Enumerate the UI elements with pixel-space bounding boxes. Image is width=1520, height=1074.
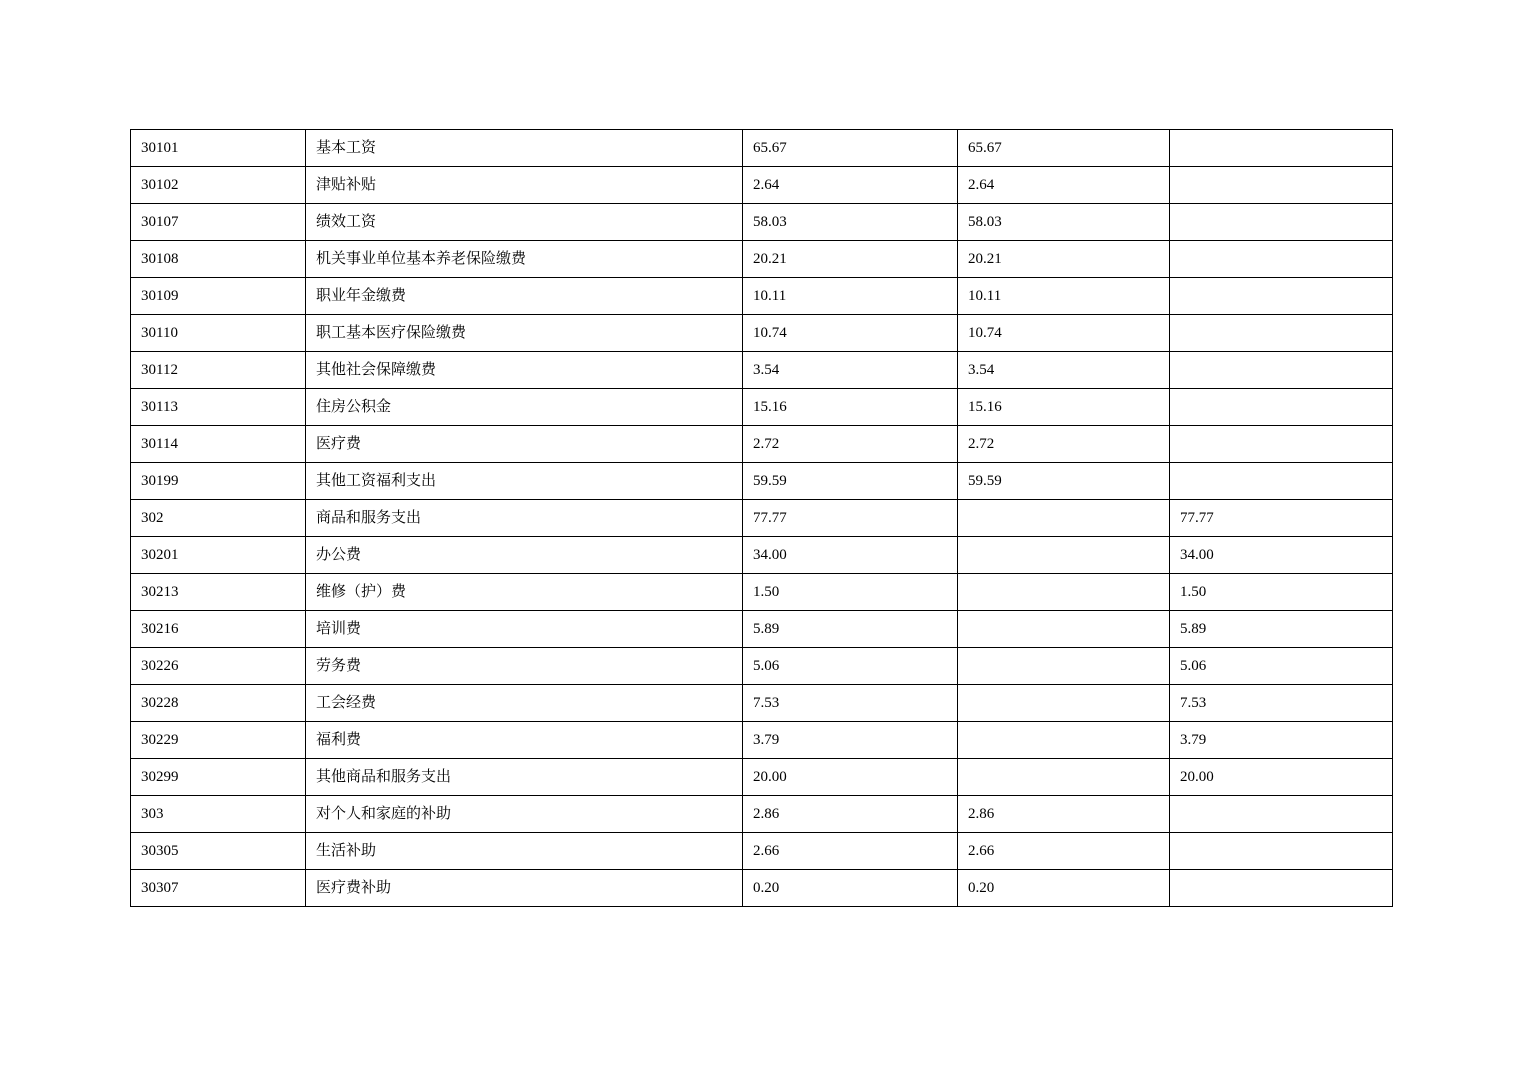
cell-project <box>1170 463 1393 500</box>
cell-total: 20.21 <box>743 241 958 278</box>
table-row <box>131 796 1393 833</box>
cell-project <box>1170 833 1393 870</box>
cell-basic: 2.64 <box>958 167 1170 204</box>
table-row <box>131 537 1393 574</box>
cell-total: 20.00 <box>743 759 958 796</box>
cell-name: 商品和服务支出 <box>306 500 743 537</box>
cell-project <box>1170 241 1393 278</box>
cell-name: 其他商品和服务支出 <box>306 759 743 796</box>
cell-basic: 2.72 <box>958 426 1170 463</box>
cell-total: 34.00 <box>743 537 958 574</box>
cell-basic <box>958 648 1170 685</box>
cell-name: 工会经费 <box>306 685 743 722</box>
cell-project <box>1170 389 1393 426</box>
cell-code: 30199 <box>131 463 306 500</box>
cell-code: 30108 <box>131 241 306 278</box>
table-row <box>131 648 1393 685</box>
cell-project <box>1170 204 1393 241</box>
cell-code: 30228 <box>131 685 306 722</box>
cell-code: 30229 <box>131 722 306 759</box>
cell-total: 15.16 <box>743 389 958 426</box>
table-row <box>131 315 1393 352</box>
cell-total: 10.11 <box>743 278 958 315</box>
cell-project: 5.89 <box>1170 611 1393 648</box>
cell-total: 5.89 <box>743 611 958 648</box>
cell-project <box>1170 130 1393 167</box>
cell-code: 30109 <box>131 278 306 315</box>
cell-total: 3.79 <box>743 722 958 759</box>
cell-code: 30110 <box>131 315 306 352</box>
table-row <box>131 352 1393 389</box>
cell-total: 65.67 <box>743 130 958 167</box>
cell-project: 5.06 <box>1170 648 1393 685</box>
cell-total: 2.64 <box>743 167 958 204</box>
cell-total: 2.72 <box>743 426 958 463</box>
cell-project: 34.00 <box>1170 537 1393 574</box>
cell-name: 职业年金缴费 <box>306 278 743 315</box>
cell-basic <box>958 537 1170 574</box>
cell-total: 10.74 <box>743 315 958 352</box>
cell-project <box>1170 426 1393 463</box>
table-row <box>131 685 1393 722</box>
cell-project <box>1170 352 1393 389</box>
table-row <box>131 204 1393 241</box>
table-row <box>131 278 1393 315</box>
cell-code: 30102 <box>131 167 306 204</box>
cell-name: 津贴补贴 <box>306 167 743 204</box>
table-row <box>131 389 1393 426</box>
table-row <box>131 500 1393 537</box>
cell-basic: 10.74 <box>958 315 1170 352</box>
table-row <box>131 241 1393 278</box>
cell-basic: 20.21 <box>958 241 1170 278</box>
cell-basic: 3.54 <box>958 352 1170 389</box>
cell-code: 30112 <box>131 352 306 389</box>
table-row <box>131 611 1393 648</box>
cell-basic: 2.86 <box>958 796 1170 833</box>
cell-project: 3.79 <box>1170 722 1393 759</box>
cell-basic <box>958 611 1170 648</box>
cell-total: 3.54 <box>743 352 958 389</box>
cell-name: 住房公积金 <box>306 389 743 426</box>
cell-name: 办公费 <box>306 537 743 574</box>
cell-basic: 15.16 <box>958 389 1170 426</box>
cell-basic: 10.11 <box>958 278 1170 315</box>
cell-total: 2.66 <box>743 833 958 870</box>
table-row <box>131 759 1393 796</box>
cell-project: 1.50 <box>1170 574 1393 611</box>
cell-basic: 2.66 <box>958 833 1170 870</box>
cell-total: 2.86 <box>743 796 958 833</box>
cell-code: 30213 <box>131 574 306 611</box>
cell-basic <box>958 574 1170 611</box>
cell-total: 7.53 <box>743 685 958 722</box>
budget-expenditure-table <box>130 129 1393 907</box>
cell-project <box>1170 167 1393 204</box>
cell-total: 59.59 <box>743 463 958 500</box>
cell-name: 职工基本医疗保险缴费 <box>306 315 743 352</box>
cell-name: 机关事业单位基本养老保险缴费 <box>306 241 743 278</box>
cell-project <box>1170 870 1393 907</box>
cell-code: 30226 <box>131 648 306 685</box>
cell-basic: 58.03 <box>958 204 1170 241</box>
table-row <box>131 130 1393 167</box>
cell-code: 30107 <box>131 204 306 241</box>
cell-project <box>1170 278 1393 315</box>
cell-project: 77.77 <box>1170 500 1393 537</box>
cell-name: 基本工资 <box>306 130 743 167</box>
cell-code: 30216 <box>131 611 306 648</box>
cell-name: 医疗费补助 <box>306 870 743 907</box>
cell-total: 1.50 <box>743 574 958 611</box>
cell-name: 劳务费 <box>306 648 743 685</box>
table-row <box>131 574 1393 611</box>
cell-basic: 59.59 <box>958 463 1170 500</box>
cell-name: 其他工资福利支出 <box>306 463 743 500</box>
cell-name: 维修（护）费 <box>306 574 743 611</box>
cell-basic <box>958 500 1170 537</box>
cell-code: 30114 <box>131 426 306 463</box>
cell-total: 58.03 <box>743 204 958 241</box>
cell-project <box>1170 315 1393 352</box>
cell-total: 77.77 <box>743 500 958 537</box>
cell-name: 生活补助 <box>306 833 743 870</box>
cell-name: 医疗费 <box>306 426 743 463</box>
cell-code: 30113 <box>131 389 306 426</box>
cell-basic: 65.67 <box>958 130 1170 167</box>
cell-name: 绩效工资 <box>306 204 743 241</box>
cell-name: 其他社会保障缴费 <box>306 352 743 389</box>
cell-code: 303 <box>131 796 306 833</box>
table-row <box>131 833 1393 870</box>
cell-basic <box>958 722 1170 759</box>
table-row <box>131 722 1393 759</box>
table-row <box>131 870 1393 907</box>
table-row <box>131 463 1393 500</box>
cell-basic: 0.20 <box>958 870 1170 907</box>
cell-code: 30305 <box>131 833 306 870</box>
cell-code: 30101 <box>131 130 306 167</box>
cell-total: 0.20 <box>743 870 958 907</box>
cell-code: 30201 <box>131 537 306 574</box>
cell-project: 20.00 <box>1170 759 1393 796</box>
cell-basic <box>958 759 1170 796</box>
cell-code: 30299 <box>131 759 306 796</box>
cell-code: 30307 <box>131 870 306 907</box>
cell-basic <box>958 685 1170 722</box>
cell-name: 对个人和家庭的补助 <box>306 796 743 833</box>
table-row <box>131 167 1393 204</box>
cell-project <box>1170 796 1393 833</box>
cell-project: 7.53 <box>1170 685 1393 722</box>
cell-name: 培训费 <box>306 611 743 648</box>
cell-name: 福利费 <box>306 722 743 759</box>
cell-total: 5.06 <box>743 648 958 685</box>
table-row <box>131 426 1393 463</box>
cell-code: 302 <box>131 500 306 537</box>
table-body <box>131 130 1393 907</box>
